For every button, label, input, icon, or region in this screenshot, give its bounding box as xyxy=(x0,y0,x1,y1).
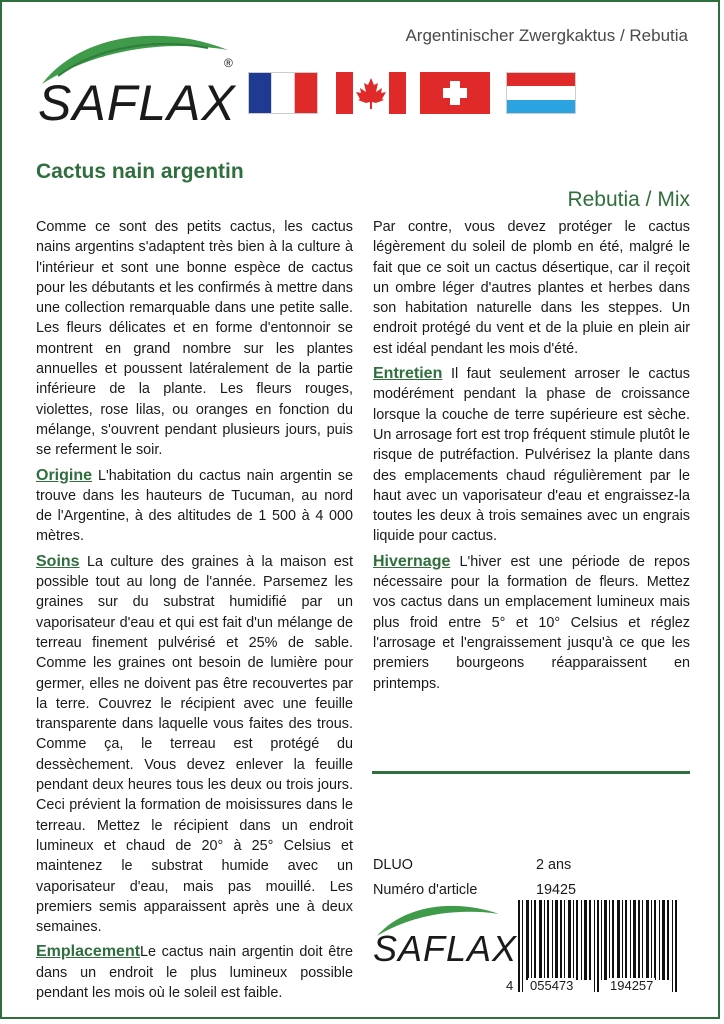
canada-flag-icon xyxy=(336,72,406,114)
hivernage-paragraph: Hivernage L'hiver est une période de repos nécessaire pour la formation de fleurs. Mettez vos cactus dans un emplacement lumineux mais plus froid entre 5° et 10° Celsius et réglez l'arrosage et l'engraissement jusqu'à ce que les premiers bourgeons réapparaissent en printemps. xyxy=(373,552,690,692)
emplacement-continued: Par contre, vous devez protéger le cactus légèrement du soleil de plomb en été, malgré le fait que ce soit un cactus désertique, car il reçoit un ombre léger d'autres plantes et herbes dans son habitation naturelle dans les steppes. Un endroit protégé du vent et de la pluie en plein air est idéal pendant les mois d'été. xyxy=(373,219,690,357)
dluo-value: 2 ans xyxy=(536,857,572,873)
brand-name: SAFLAX xyxy=(38,75,236,131)
page-subtitle: Rebutia / Mix xyxy=(567,188,690,211)
saflax-logo xyxy=(38,26,238,131)
switzerland-flag-icon xyxy=(420,72,490,114)
intro-paragraph: Comme ce sont des petits cactus, les cactus nains argentins s'adaptent très bien à la culture à l'intérieur et sont une bonne espèce de cactus pour les débutants et les confirmés à mettre dans une collection remarquable dans une petite salle. Les fleurs délicates et en forme d'entonnoir se montrent en grand nombre sur les plantes annuelles et poussent latéralement de la partie inférieure de la plante. Les fleurs rouges, violettes, rose lilas, ou oranges en fonction du mélange, s'ouvrent pendant plusieurs jours, puis se referment le soir. xyxy=(36,219,353,459)
dluo-label: DLUO xyxy=(373,857,413,873)
barcode-group-left: 055473 xyxy=(530,978,574,993)
right-column xyxy=(373,217,690,694)
entretien-paragraph: Entretien Il faut seulement arroser le cactus modérément pendant la phase de croissance lorsque la couche de terre supérieure est sèche. Un arrosage fort est trop fréquent stimule plutôt le risque de putréfaction. Pulvérisez la plante dans des emplacements chaud régulièrement par le haut avec un vaporisateur d'eau et engraissez-la toutes les deux à trois semaines avec un engrais liquide pour cactus. xyxy=(373,365,690,545)
barcode-group-right: 194257 xyxy=(610,978,654,993)
divider xyxy=(372,771,690,774)
footer-logo xyxy=(373,900,518,980)
france-flag-icon xyxy=(248,72,318,114)
header xyxy=(0,0,724,150)
emplacement-heading: Emplacement xyxy=(36,943,141,961)
hivernage-heading: Hivernage xyxy=(373,552,451,570)
barcode-digit-first: 4 xyxy=(506,978,514,993)
origine-paragraph: Origine L'habitation du cactus nain argentin se trouve dans les hauteurs de Tucuman, au nord de l'Argentine, à des altitudes de 1 500 à 4 000 mètres. xyxy=(36,466,353,545)
article-number-value: 19425 xyxy=(536,882,577,898)
page-title: Cactus nain argentin xyxy=(36,160,244,183)
soins-paragraph: Soins La culture des graines à la maison est possible tout au long de l'année. Parsemez les graines sur du substrat humidifié par un vaporisateur d'eau et qui est fait d'un mélange de terreau finement pulvérisé et 25% de sable. Comme les graines ont besoin de lumière pour germer, elles ne doivent pas être recouvertes par la terre. Couvrez le récipient avec une feuille transparente dans laquelle vous faites des trous. Comme ça, le terreau est protégé du dessèchement. Vous devez enlever la feuille pendant deux heures tous les deux ou trois jours. Ceci prévient la formation de moisissures dans le terreau. Mettez le récipient dans un endroit lumineux et chaud de 20° à 25° Celsius et maintenez le substrat humide avec un vaporisateur d'eau, mais pas mouillé. Les premiers semis apparaissent après une à deux semaines. xyxy=(36,552,353,936)
emplacement-paragraph: EmplacementLe cactus nain argentin doit être dans un endroit le plus lumineux possible pendant les mois où le soleil est faible. xyxy=(36,943,353,1001)
entretien-heading: Entretien xyxy=(373,365,443,383)
footer-brand-name: SAFLAX xyxy=(373,928,518,969)
registered-mark: ® xyxy=(224,56,233,70)
luxembourg-flag-icon xyxy=(506,72,576,114)
article-number-label: Numéro d'article xyxy=(373,882,478,898)
soins-heading: Soins xyxy=(36,552,80,570)
origine-heading: Origine xyxy=(36,466,93,484)
left-column xyxy=(36,217,353,1003)
product-line: Argentinischer Zwergkaktus / Rebutia xyxy=(405,26,688,45)
